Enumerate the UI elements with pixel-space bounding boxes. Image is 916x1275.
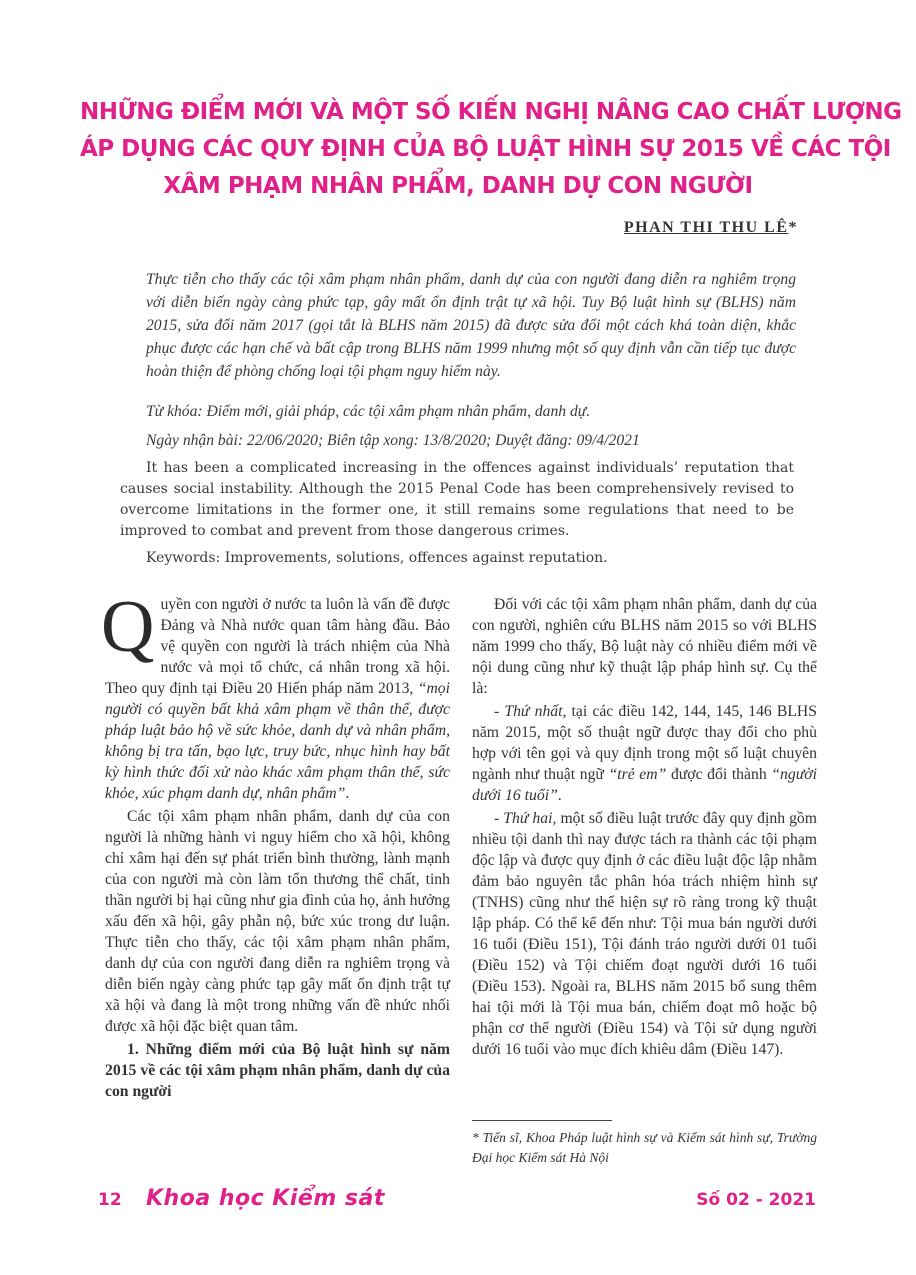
left-column [101,586,450,1104]
intro-paragraph [101,586,450,804]
title-line-2: ÁP DỤNG CÁC QUY ĐỊNH CỦA BỘ LUẬT HÌNH SỰ 2015 VỀ CÁC TỘI [80,136,891,162]
first-point-text: tại các điều 142, 144, 145, 146 BLHS năm 2015, một số thuật ngữ được thay đổi cho phù hợp với tên gọi và quy định trong một số luật chuyên ngành như thuật ngữ [472,703,817,783]
submission-dates: Ngày nhận bài: 22/06/2020; Biên tập xong: 13/8/2020; Duyệt đăng: 09/4/2021 [146,432,640,449]
intro-text: uyền con người ở nước ta luôn là vấn đề được Đảng và Nhà nước quan tâm hàng đầu. Bảo vệ quyền con người là trách nhiệm của Nhà nước và mọi tổ chức, cá nhân trong xã hội. Theo quy định tại Điều 20 Hiến pháp năm 2013, [105,596,450,697]
first-point-end: . [557,787,562,804]
body-paragraph-2: Các tội xâm phạm nhân phẩm, danh dự của con người là những hành vi nguy hiểm cho xã hội, không chỉ xâm hại đến sự phát triển bình thường, lành mạnh của con người mà còn làm tổn thương thể chất, tinh thần người bị hại cũng như gia đình của họ, ảnh hưởng xấu đến xã hội, gây phẫn nộ, bức xúc trong dư luận. Thực tiễn cho thấy, các tội xâm phạm nhân phẩm, danh dự của con người đang diễn ra nghiêm trọng và diễn biến ngày càng phức tạp gây mất ổn định trật tự xã hội và đang là một trong những vấn đề nhức nhối được xã hội đặc biệt quan tâm. [105,808,450,1035]
body-paragraph-3: Đối với các tội xâm phạm nhân phẩm, danh dự của con người, nghiên cứu BLHS năm 2015 so với BLHS năm 1999 cho thấy, Bộ luật này có nhiều điểm mới về nội dung cũng như kỹ thuật lập pháp hình sự. Cụ thể là: [472,596,817,697]
keywords-vietnamese: Từ khóa: Điểm mới, giải pháp, các tội xâm phạm nhân phẩm, danh dự. [146,403,591,420]
drop-cap: Q [101,586,155,668]
footnote-divider [472,1120,612,1121]
first-point-lead: - Thứ nhất, [494,703,567,720]
issue-number: Số 02 - 2021 [696,1190,816,1210]
author-name: PHAN THI THU LÊ [623,219,789,236]
first-point-mid: được đổi thành [666,766,772,783]
section-heading-1: 1. Những điểm mới của Bộ luật hình sự năm 2015 về các tội xâm phạm nhân phẩm, danh dự của con người [105,1041,450,1100]
author-footnote-mark: * [788,219,798,236]
body-paragraph-second-point [472,808,817,1060]
second-point-lead: - Thứ hai, [494,810,557,827]
title-line-3: XÂM PHẠM NHÂN PHẨM, DANH DỰ CON NGƯỜI [163,173,753,199]
right-column [472,594,817,1062]
abstract-vietnamese: Thực tiễn cho thấy các tội xâm phạm nhân phẩm, danh dự của con người đang diễn ra nghiêm trọng với diễn biến ngày càng phức tạp, gây mất ổn định trật tự xã hội. Tuy Bộ luật hình sự (BLHS) năm 2015, sửa đổi năm 2017 (gọi tắt là BLHS năm 2015) đã được sửa đổi một cách khá toàn diện, khắc phục được các hạn chế và bất cập trong BLHS năm 1999 nhưng một số quy định vẫn cần tiếp tục được hoàn thiện để phòng chống loại tội phạm nguy hiểm này. [146,271,796,380]
author-footnote: * Tiến sĩ, Khoa Pháp luật hình sự và Kiểm sát hình sự, Trường Đại học Kiểm sát Hà Nội [472,1130,817,1165]
keywords-english: Keywords: Improvements, solutions, offences against reputation. [146,550,608,566]
abstract-english: It has been a complicated increasing in the offences against individuals’ reputation that causes social instability. Although the 2015 Penal Code has been comprehensively revised to overcome limitations in the former one, it still remains some regulations that need to be improved to combat and prevent from those dangerous crimes. [120,460,794,539]
term-quote-children: “trẻ em” [608,766,667,783]
author-byline [624,219,798,237]
magazine-name: Khoa học Kiểm sát [146,1186,385,1211]
second-point-text: một số điều luật trước đây quy định gồm nhiều tội danh thì nay được tách ra thành các tội phạm độc lập và được quy định ở các điều luật độc lập nhằm đảm bảo nguyên tắc phân hóa trách nhiệm hình sự (TNHS) cũng như thể hiện sự rõ ràng trong kỹ thuật lập pháp. Có thể kể đến như: Tội mua bán người dưới 16 tuổi (Điều 151), Tội đánh tráo người dưới 01 tuổi (Điều 152) và Tội chiếm đoạt người dưới 16 tuổi (Điều 153). Ngoài ra, BLHS năm 2015 bổ sung thêm hai tội mới là Tội mua bán, chiếm đoạt mô hoặc bộ phận cơ thể người (Điều 154) và Tội sử dụng người dưới 16 tuổi vào mục đích khiêu dâm (Điều 147). [472,810,817,1058]
body-paragraph-first-point [472,701,817,806]
page-number: 12 [98,1190,122,1210]
article-title [80,94,902,205]
constitution-quote: “mọi người có quyền bất khả xâm phạm về thân thể, được pháp luật bảo hộ về sức khỏe, danh dự và nhân phẩm, không bị tra tấn, bạo lực, truy bức, nhục hình hay bất kỳ hình thức đối xử nào khác xâm phạm thân thể, sức khỏe, xúc phạm danh dự, nhân phẩm” [105,680,450,802]
title-line-1: NHỮNG ĐIỂM MỚI VÀ MỘT SỐ KIẾN NGHỊ NÂNG CAO CHẤT LƯỢNG [80,99,902,125]
term-quote-under16: “người dưới 16 tuổi” [472,766,817,804]
intro-end: . [345,785,350,802]
